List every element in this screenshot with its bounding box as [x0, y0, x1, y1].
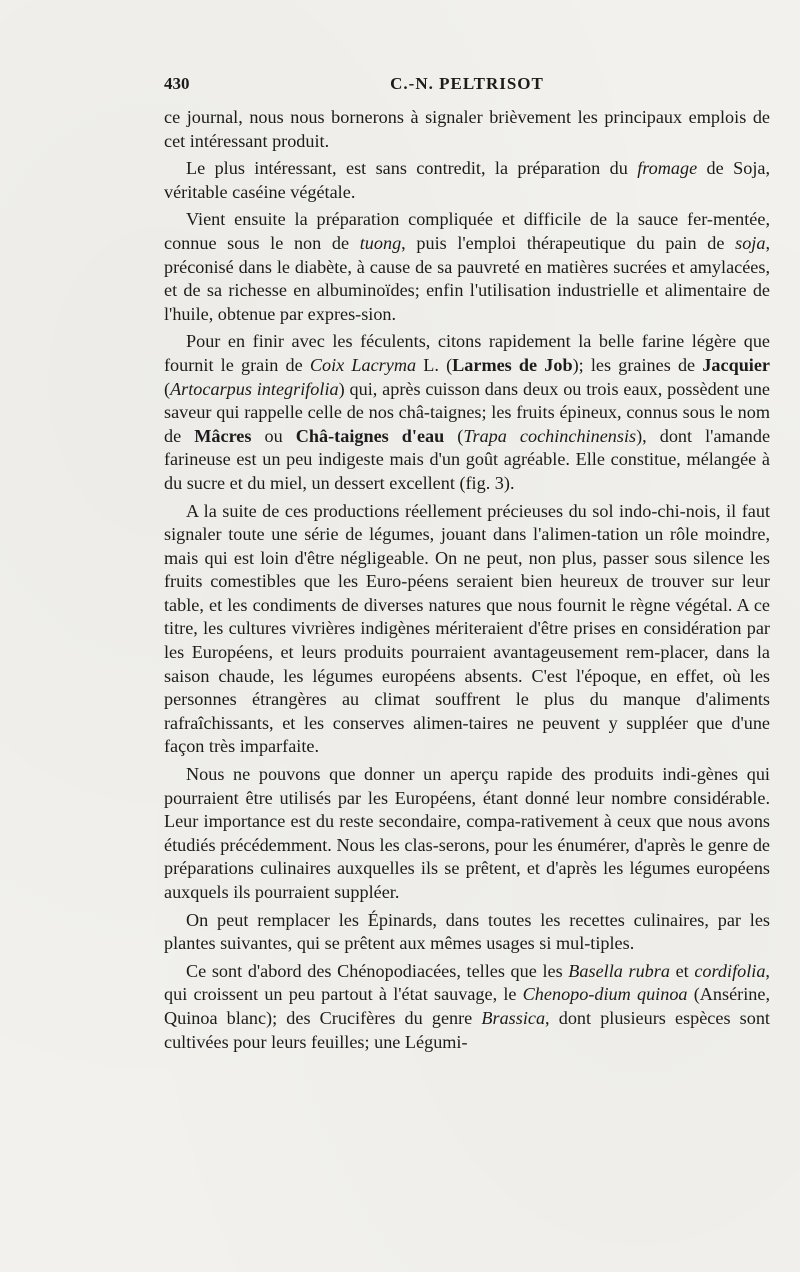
text-run: , dont plusieurs espèces sont cultivées pour leurs feuilles; une Légumi-	[164, 1007, 770, 1052]
page-number: 430	[164, 74, 190, 93]
text-run: (	[444, 425, 464, 446]
text-run: Ce sont d'abord des Chénopodiacées, telles que les	[186, 960, 569, 981]
italic-term: Brassica	[481, 1007, 546, 1028]
italic-term: Trapa cochinchinensis	[463, 425, 637, 446]
page-header	[164, 74, 770, 98]
text-run: L. (	[416, 354, 453, 375]
paragraph	[164, 157, 770, 204]
paragraph	[164, 500, 770, 760]
italic-term: Artocarpus integrifolia	[170, 378, 339, 399]
paragraph	[164, 763, 770, 905]
text-run: Pour en finir avec les féculents, citons rapidement la belle farine légère que fournit le grain de	[164, 331, 770, 375]
text-run: (Ansérine, Quinoa blanc); des Crucifères du genre	[164, 984, 770, 1028]
text-run: ) qui, après cuisson dans deux ou trois eaux, possèdent une saveur qui rappelle celle de nos châ-taignes; les fruits épineux, connus sous le nom de	[164, 378, 770, 446]
body-text	[164, 106, 770, 1058]
text-run: A la suite de ces productions réellement précieuses du sol indo-chi-nois, il faut signaler toute une série de légumes, jouant dans l'alimen-tation un rôle moindre, mais qui est loin d'être négligeable. On ne peut, non plus, passer sous silence les fruits comestibles que les Euro-péens seraient bien heureux de trouver sur leur table, et les condiments de diverses natures que nous fournit le règne végétal. A ce titre, les cultures vivrières indigènes mériteraient d'être prises en considération par les Européens, et leurs produits pourraient avantageusement rem-placer, dans la saison chaude, les légumes européens absents. C'est l'époque, en effet, où les personnes étrangères au climat souffrent le plus du manque d'aliments rafraîchissants, et les conserves alimen-taires ne peuvent y suppléer que d'une façon très imparfaite.	[164, 500, 770, 757]
text-run: , qui croissent un peu partout à l'état sauvage, le	[164, 960, 770, 1005]
paragraph	[164, 106, 770, 153]
text-run: Vient ensuite la préparation compliquée et difficile de la sauce fer-mentée, connue sous le non de	[164, 209, 770, 253]
text-run: , puis l'emploi thérapeutique du pain de	[401, 232, 736, 253]
text-run: ), dont l'amande farineuse est un peu indigeste mais d'un goût agréable. Elle constitue, mélangée à du sucre et du miel, un dessert excellent (fig. 3).	[164, 425, 771, 493]
text-run: , préconisé dans le diabète, à cause de sa pauvreté en matières sucrées et amylacées, et de sa richesse en albuminoïdes; enfin l'utilisation industrielle et alimentaire de l'huile, obtenue par expres-sion.	[164, 232, 770, 324]
paragraph	[164, 330, 770, 495]
paragraph	[164, 208, 770, 326]
text-run: de Soja, véritable caséine végétale.	[164, 158, 770, 202]
bold-term: Larmes de Job	[452, 354, 573, 375]
italic-term: Coix Lacryma	[309, 354, 417, 375]
italic-term: tuong	[359, 232, 402, 253]
text-run: Le plus intéressant, est sans contredit, la préparation du	[186, 158, 638, 179]
bold-term: Mâcres	[194, 425, 252, 446]
text-run: et	[669, 960, 695, 981]
italic-term: fromage	[637, 158, 698, 179]
bold-term: Châ-taignes d'eau	[295, 425, 445, 446]
italic-term: cordifolia	[694, 960, 766, 981]
text-run: (	[164, 378, 171, 399]
italic-term: Chenopo-dium quinoa	[522, 984, 688, 1005]
paragraph	[164, 960, 770, 1054]
italic-term: soja	[735, 232, 766, 253]
running-head: C.-N. PELTRISOT	[390, 74, 544, 93]
bold-term: Jacquier	[702, 354, 771, 375]
paragraph	[164, 909, 770, 956]
text-run: Nous ne pouvons que donner un aperçu rapide des produits indi-gènes qui pourraient être utilisés par les Européens, étant donné leur nombre considérable. Leur importance est du reste secondaire, compa-rativement à ceux que nous avons étudiés précédemment. Nous les clas-serons, pour les énumérer, d'après le genre de préparations culinaires auxquelles ils se prêtent, et d'après les légumes européens auxquels ils pourraient suppléer.	[164, 764, 770, 902]
text-run: On peut remplacer les Épinards, dans toutes les recettes culinaires, par les plantes suivantes, qui se prêtent aux mêmes usages si mul-tiples.	[164, 909, 770, 954]
text-run: ou	[251, 425, 296, 446]
italic-term: Basella rubra	[568, 960, 670, 981]
text-run: ce journal, nous nous bornerons à signaler brièvement les principaux emplois de cet intéressant produit.	[164, 107, 770, 151]
text-run: ); les graines de	[572, 354, 703, 375]
